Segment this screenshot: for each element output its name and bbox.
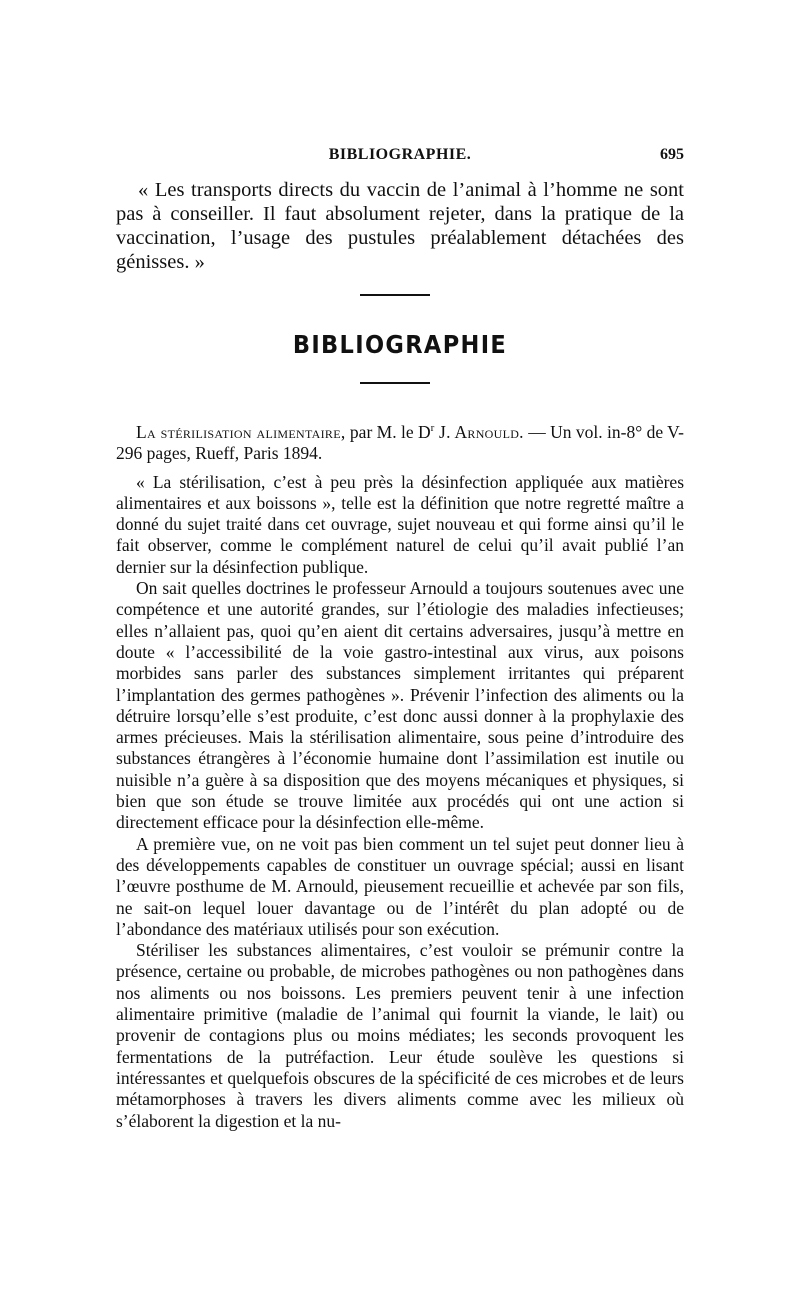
book-title: La stérilisation alimentaire, [136, 422, 346, 442]
running-title: BIBLIOGRAPHIE. [328, 146, 472, 163]
review-body [116, 422, 684, 1132]
book-author: J. Arnould. [434, 422, 524, 442]
citation-details: — Un vol. in-8° de V-296 pages, Rueff, Paris 1894. [116, 422, 684, 464]
citation-by: par M. le D [345, 422, 431, 442]
page-number: 695 [660, 146, 684, 163]
section-title: BIBLIOGRAPHIE [292, 330, 508, 359]
review-paragraph-2: On sait quelles doctrines le professeur Arnould a toujours soutenues avec une compétence et une autorité grandes, sur l’étiologie des maladies infectieuses; elles n’allaient pas, quoi qu’en aient dit certains adversaires, jusqu’à mettre en doute « l’accessibilité de la voie gastro-intestinal aux virus, aux poisons morbides sans parler des substances simplement irritantes qui préparent l’implantation des germes pathogènes ». Prévenir l’infection des aliments ou la détruire lorsqu’elle s’est produite, c’est donc aussi donner à la prophylaxie des armes précieuses. Mais la stérilisation alimentaire, sous peine d’introduire des substances étrangères à l’économie humaine dont l’assimilation est inutile ou nuisible n’a guère à sa disposition que des moyens mécaniques et physiques, si bien que son étude se trouve limitée aux procédés qui ont une action si directement efficace pour la désinfection elle-même. [116, 578, 684, 833]
review-paragraph-4: Stériliser les substances alimentaires, c’est vouloir se prémunir contre la présence, certaine ou probable, de microbes pathogènes ou non pathogènes dans nos aliments ou nos boissons. Les premiers peuvent tenir à une infection alimentaire primitive (maladie de l’animal qui fournit la viande, le lait) ou provenir de contagions plus ou moins médiates; les seconds provoquent les fermentations de la putréfaction. Leur étude soulève les questions si intéressantes et quelquefois obscures de la spécificité de ces microbes et de leurs métamorphoses à travers les divers aliments comme avec les milieux où s’élaborent la digestion et la nu- [116, 940, 684, 1131]
review-paragraph-3: A première vue, on ne voit pas bien comment un tel sujet peut donner lieu à des développements capables de constituer un ouvrage spécial; aussi en lisant l’œuvre posthume de M. Arnould, pieusement recueillie et achevée par son fils, ne sait-on lequel louer davantage ou de l’intérêt du plan adopté ou de l’abondance des matériaux utilisés pour son exécution. [116, 833, 684, 939]
closing-quote: « Les transports directs du vaccin de l’animal à l’homme ne sont pas à conseiller. Il faut absolument rejeter, dans la pratique de la vaccination, l’usage des pustules préalablement détachées des génisses. » [116, 179, 684, 273]
review-paragraph-1: « La stérilisation, c’est à peu près la désinfection appliquée aux matières alimentaires et aux boissons », telle est la définition que notre regretté maître a donné du sujet traité dans cet ouvrage, sujet nouveau et qui forme ainsi qu’il le fait observer, comme le complément naturel de celui qu’il avait publié l’an dernier sur la désinfection publique. [116, 471, 684, 577]
divider-rule-bottom [360, 382, 430, 384]
running-header [116, 146, 684, 170]
citation-dr-sup: r [430, 422, 435, 435]
divider-rule-top [360, 294, 430, 296]
book-citation [116, 422, 684, 465]
